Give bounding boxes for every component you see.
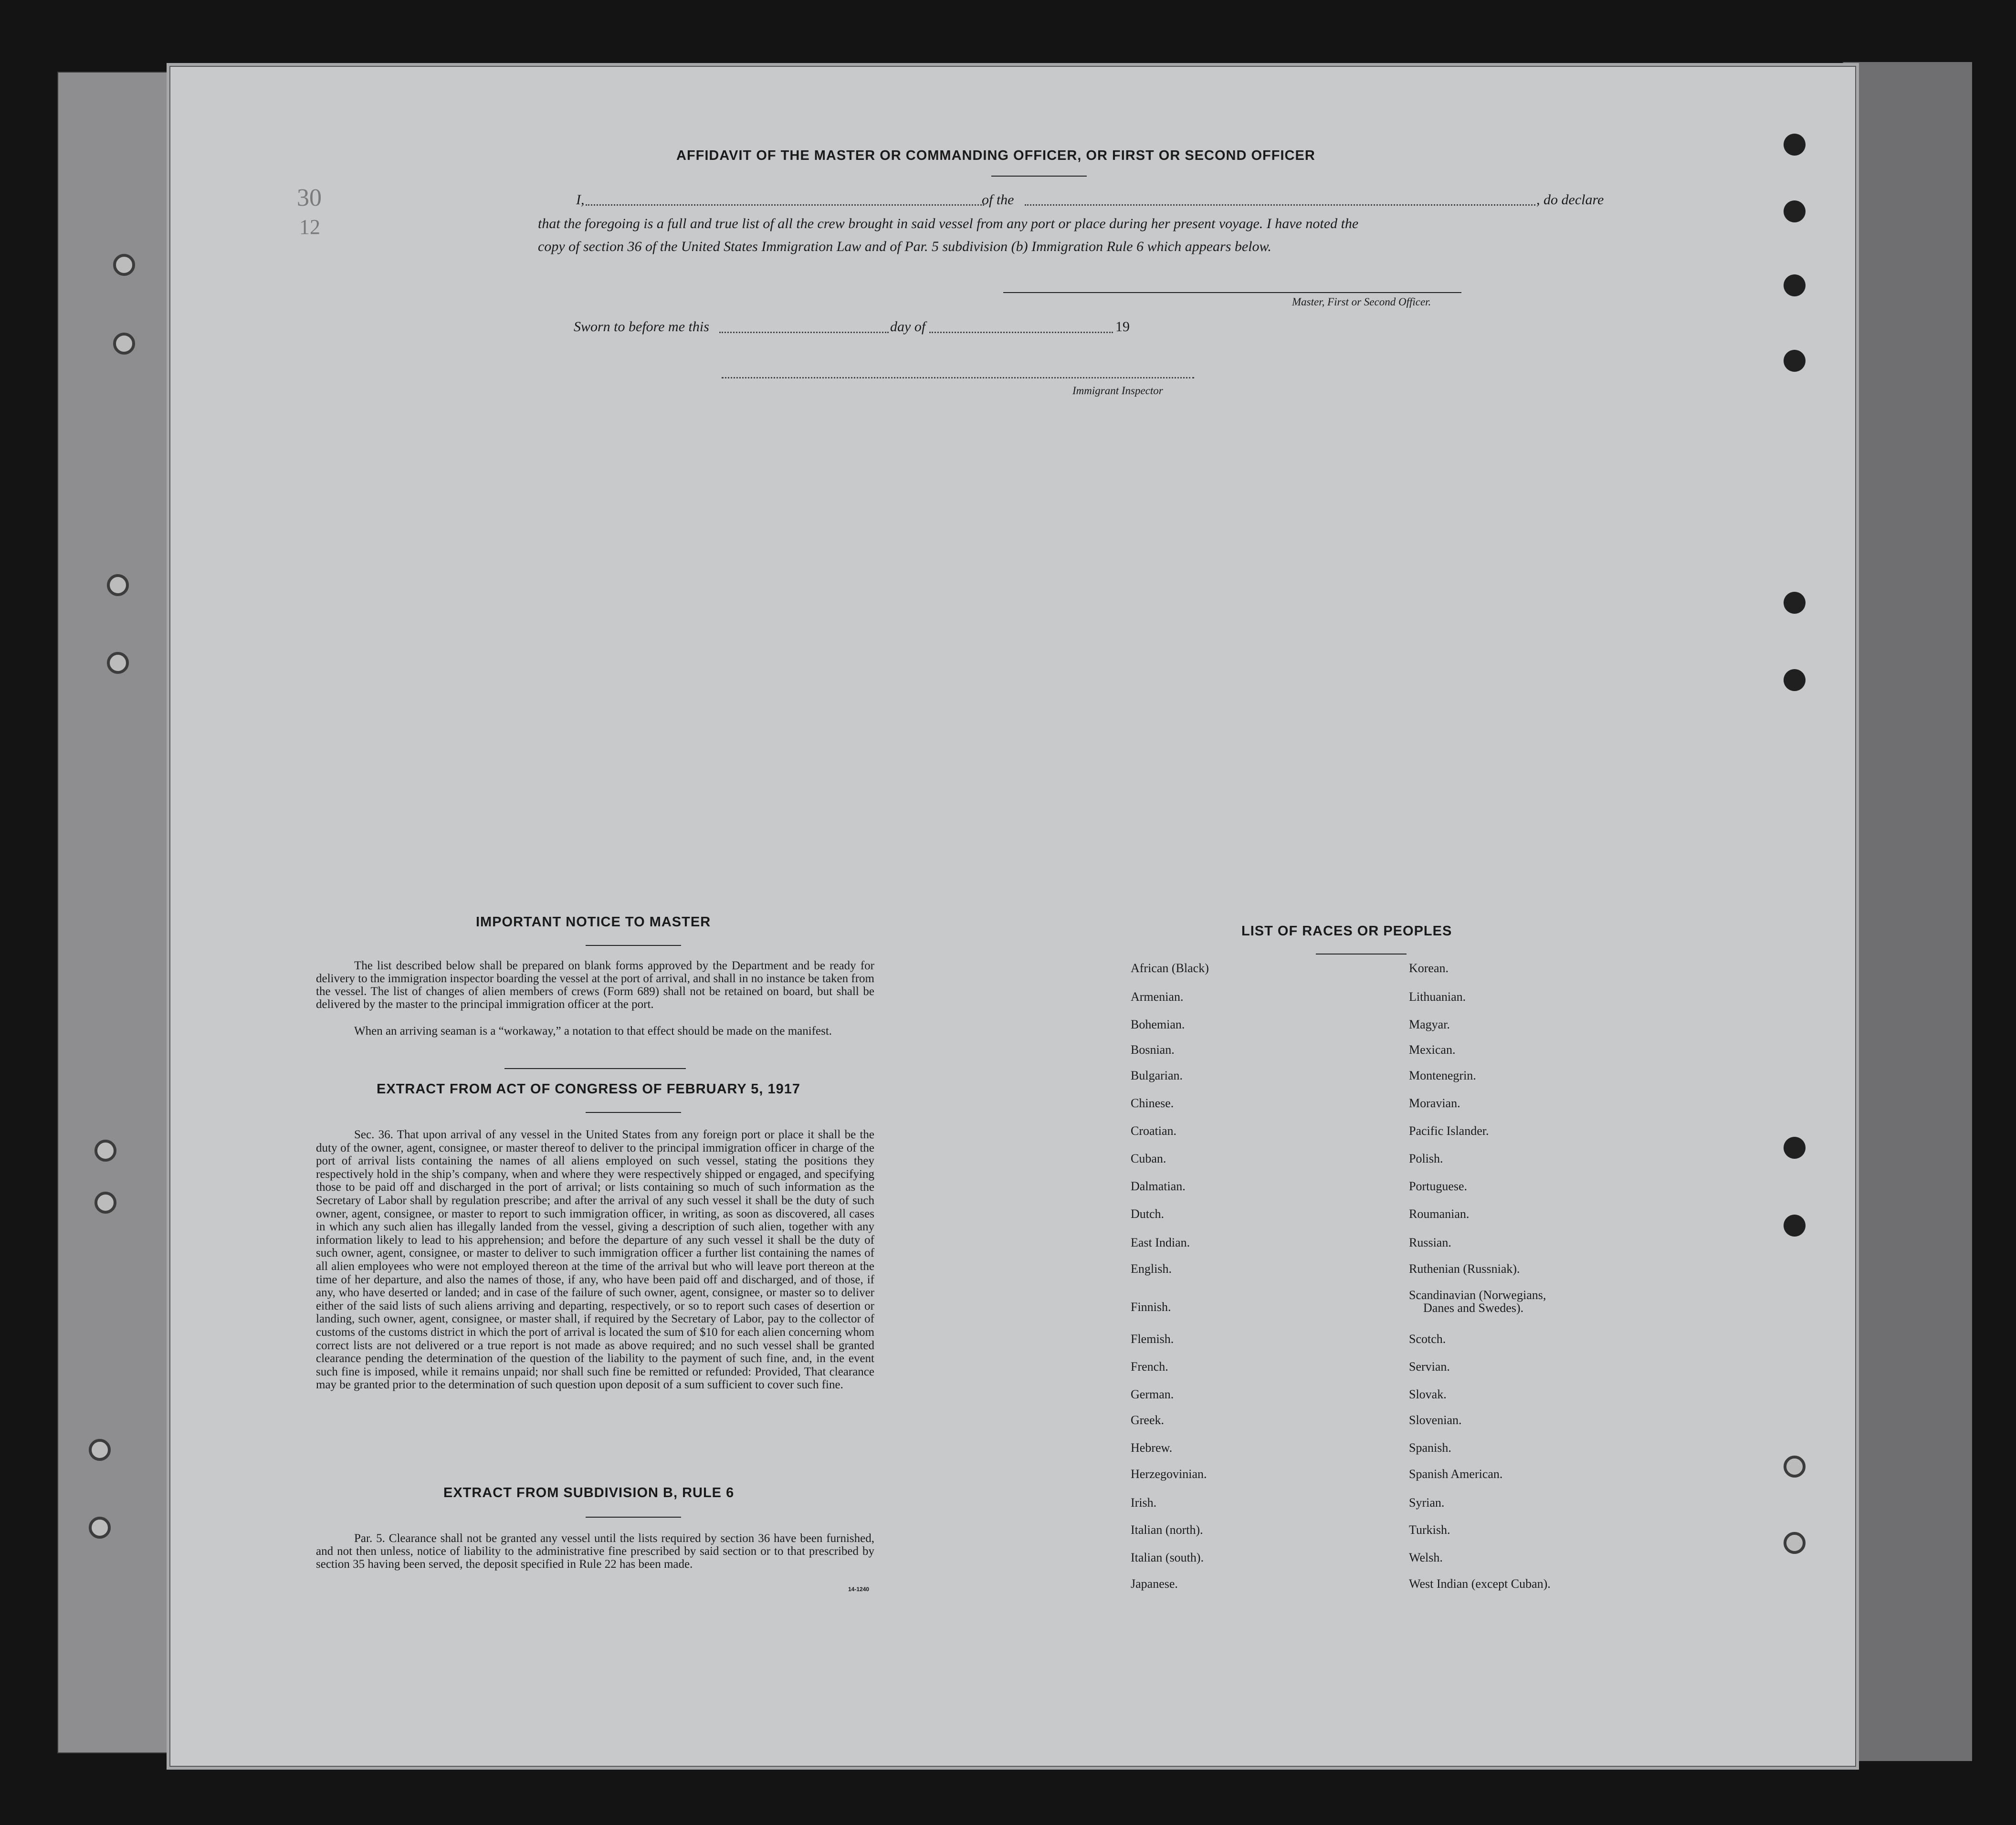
binder-hole <box>1784 1456 1806 1478</box>
race-item: Magyar. <box>1409 1017 1450 1031</box>
race-item: East Indian. <box>1131 1236 1190 1249</box>
race-item: African (Black) <box>1131 961 1209 975</box>
extract-divider <box>586 1112 681 1113</box>
race-item: Armenian. <box>1131 990 1184 1004</box>
binder-hole <box>1784 350 1806 372</box>
race-item: Russian. <box>1409 1236 1451 1249</box>
affidavit-i-label: I, <box>576 192 585 208</box>
binder-hole <box>1784 274 1806 296</box>
race-item: Scotch. <box>1409 1332 1446 1346</box>
notice-paragraph: The list described below shall be prepared on blank forms approved by the Department and be ready for delivery to the immigration inspector boarding the vessel at the port of arrival, and shall in no instance be taken from the vessel. The list of changes of alien members of crews (Form 689) shall not be retained on board, but shall be delivered by the master to the principal immigration officer at the port. <box>316 959 874 1011</box>
race-item: Finnish. <box>1131 1300 1171 1314</box>
race-item: Irish. <box>1131 1496 1157 1510</box>
race-item: Korean. <box>1409 961 1449 975</box>
sworn-label: Sworn to before me this <box>574 319 709 335</box>
race-item: Japanese. <box>1131 1577 1178 1591</box>
race-item: French. <box>1131 1360 1168 1374</box>
notice-divider <box>586 945 681 946</box>
race-item: Dutch. <box>1131 1207 1165 1221</box>
race-item: Spanish. <box>1409 1441 1451 1455</box>
race-item: Syrian. <box>1409 1496 1445 1510</box>
race-item: Moravian. <box>1409 1096 1460 1110</box>
race-item: Flemish. <box>1131 1332 1174 1346</box>
affidavit-statement-line: that the foregoing is a full and true list of all the crew brought in said vessel from any port or place during her present voyage. I have noted the <box>538 216 1359 231</box>
sworn-day-label: day of <box>890 319 926 335</box>
binder-hole <box>94 1140 116 1162</box>
race-item: Bulgarian. <box>1131 1069 1183 1082</box>
race-item: West Indian (except Cuban). <box>1409 1577 1551 1591</box>
race-item: Danes and Swedes). <box>1423 1301 1524 1315</box>
sworn-month-blank <box>929 332 1113 333</box>
binder-hole <box>1784 134 1806 156</box>
race-item: Roumanian. <box>1409 1207 1470 1221</box>
race-item: Turkish. <box>1409 1523 1450 1537</box>
affidavit-statement-line: copy of section 36 of the United States Immigration Law and of Par. 5 subdivision (b) Immigration Rule 6 which appears below. <box>538 239 1271 254</box>
affidavit-title: AFFIDAVIT OF THE MASTER OR COMMANDING OFFICER, OR FIRST OR SECOND OFFICER <box>676 148 1315 163</box>
form-number: 14-1240 <box>848 1586 870 1593</box>
binder-hole <box>1784 1532 1806 1554</box>
affidavit-of-the-label: of the <box>982 192 1014 208</box>
race-item: Herzegovinian. <box>1131 1467 1207 1481</box>
extract-act-body: Sec. 36. That upon arrival of any vessel in the United States from any foreign port or place it shall be the duty of the owner, agent, consignee, or master thereof to deliver to the principal immigration officer in charge of the port of arrival lists containing the names of all aliens employed on such vessel, stating the positions they respectively hold in the ship’s company, when and where they were respectively shipped or engaged, and specifying those to be paid off and discharged in the port of arrival; or lists containing so much of such information as the Secretary of Labor shall by regulation prescribe; and after the arrival of any such vessel it shall be the duty of such owner, agent, consignee, or master to report to such immigration officer, in writing, as soon as discovered, all cases in which any such alien has illegally landed from the vessel, giving a description of such alien, together with any information likely to lead to his apprehension; and before the departure of any such vessel it shall be the duty of such owner, agent, consignee, or master to deliver to such immigration officer a further list containing the names of all alien employees who were not employed thereon at the time of the arrival but who will leave port thereon at the time of her departure, and also the names of those, if any, who have been paid off and discharged, and of those, if any, who have deserted or landed; and in case of the failure of such owner, agent, consignee, or master so to deliver either of the said lists of such aliens arriving and departing, respectively, or so to report such cases of desertion or landing, such owner, agent, consignee, or master shall, if required by the Secretary of Labor, pay to the collector of customs of the customs district in which the port of arrival is located the sum of $10 for each alien concerning whom correct lists are not delivered or a true report is not made as above required; and no such vessel shall be granted clearance pending the determination of the question of the liability to the payment of such fine, and, in the event such fine is imposed, while it remains unpaid; nor shall such fine be remitted or refunded: Provided, That clearance may be granted prior to the determination of such question upon deposit of a sum sufficient to cover such fine. <box>316 1128 874 1392</box>
race-item: Slovak. <box>1409 1387 1447 1401</box>
name-blank <box>586 204 984 206</box>
signature-line <box>1003 292 1461 293</box>
race-item: Welsh. <box>1409 1551 1443 1564</box>
pencil-number: 30 <box>297 184 322 211</box>
race-item: Cuban. <box>1131 1152 1166 1165</box>
title-divider <box>991 176 1087 177</box>
notice-paragraph: When an arriving seaman is a “workaway,” a notation to that effect should be made on the manifest. <box>354 1025 832 1038</box>
binder-hole <box>89 1517 111 1539</box>
race-item: Spanish American. <box>1409 1467 1503 1481</box>
binder-hole <box>1784 669 1806 691</box>
binder-hole <box>113 254 135 276</box>
race-item: Croatian. <box>1131 1124 1177 1138</box>
pencil-mark: 12 <box>299 215 320 239</box>
race-item: Portuguese. <box>1409 1179 1468 1193</box>
race-item: Lithuanian. <box>1409 990 1466 1004</box>
race-item: Italian (north). <box>1131 1523 1203 1537</box>
binder-hole <box>113 333 135 355</box>
race-item: Pacific Islander. <box>1409 1124 1489 1138</box>
race-item: Chinese. <box>1131 1096 1174 1110</box>
underlying-sheet-edge <box>1842 62 1972 1761</box>
race-item: Greek. <box>1131 1413 1165 1427</box>
race-item: Servian. <box>1409 1360 1450 1374</box>
extract-act-title: EXTRACT FROM ACT OF CONGRESS OF FEBRUARY 5, 1917 <box>377 1081 801 1097</box>
affidavit-declare-label: , do declare <box>1536 192 1604 208</box>
race-item: Bosnian. <box>1131 1043 1175 1057</box>
binder-hole <box>1784 592 1806 614</box>
extract-rule-body: Par. 5. Clearance shall not be granted any vessel until the lists required by section 36 have been furnished, and not then unless, notice of liability to the administrative fine prescribed by said section or to that prescribed by section 35 having been served, the deposit specified in Rule 22 has been made. <box>316 1532 874 1571</box>
race-item: Polish. <box>1409 1152 1443 1165</box>
race-item: Bohemian. <box>1131 1017 1185 1031</box>
inspector-caption: Immigrant Inspector <box>1072 385 1163 397</box>
sworn-day-blank <box>719 332 889 333</box>
race-item: Ruthenian (Russniak). <box>1409 1262 1520 1276</box>
inspector-signature-line <box>722 377 1194 378</box>
binder-hole <box>1784 1137 1806 1159</box>
race-item: Montenegrin. <box>1409 1069 1476 1082</box>
binder-hole <box>107 652 129 674</box>
binder-hole <box>89 1439 111 1461</box>
race-item: German. <box>1131 1387 1174 1401</box>
signature-caption: Master, First or Second Officer. <box>1292 296 1431 308</box>
race-item: Italian (south). <box>1131 1551 1204 1564</box>
race-item: Hebrew. <box>1131 1441 1173 1455</box>
race-item: Scandinavian (Norwegians, <box>1409 1288 1546 1302</box>
race-item: Dalmatian. <box>1131 1179 1186 1193</box>
binder-hole <box>1784 200 1806 222</box>
race-item: Slovenian. <box>1409 1413 1462 1427</box>
vessel-blank <box>1025 204 1535 206</box>
race-item: Mexican. <box>1409 1043 1456 1057</box>
extract-rule-title: EXTRACT FROM SUBDIVISION B, RULE 6 <box>443 1485 735 1500</box>
sworn-year: 19 <box>1115 319 1130 335</box>
extract-rule-divider <box>586 1517 681 1518</box>
race-item: English. <box>1131 1262 1172 1276</box>
manifest-page <box>169 66 1856 1767</box>
binder-hole <box>107 574 129 596</box>
notice-title: IMPORTANT NOTICE TO MASTER <box>476 914 711 930</box>
binder-hole <box>94 1192 116 1214</box>
section-divider <box>504 1068 686 1069</box>
races-title: LIST OF RACES OR PEOPLES <box>1241 923 1452 939</box>
binder-hole <box>1784 1215 1806 1237</box>
